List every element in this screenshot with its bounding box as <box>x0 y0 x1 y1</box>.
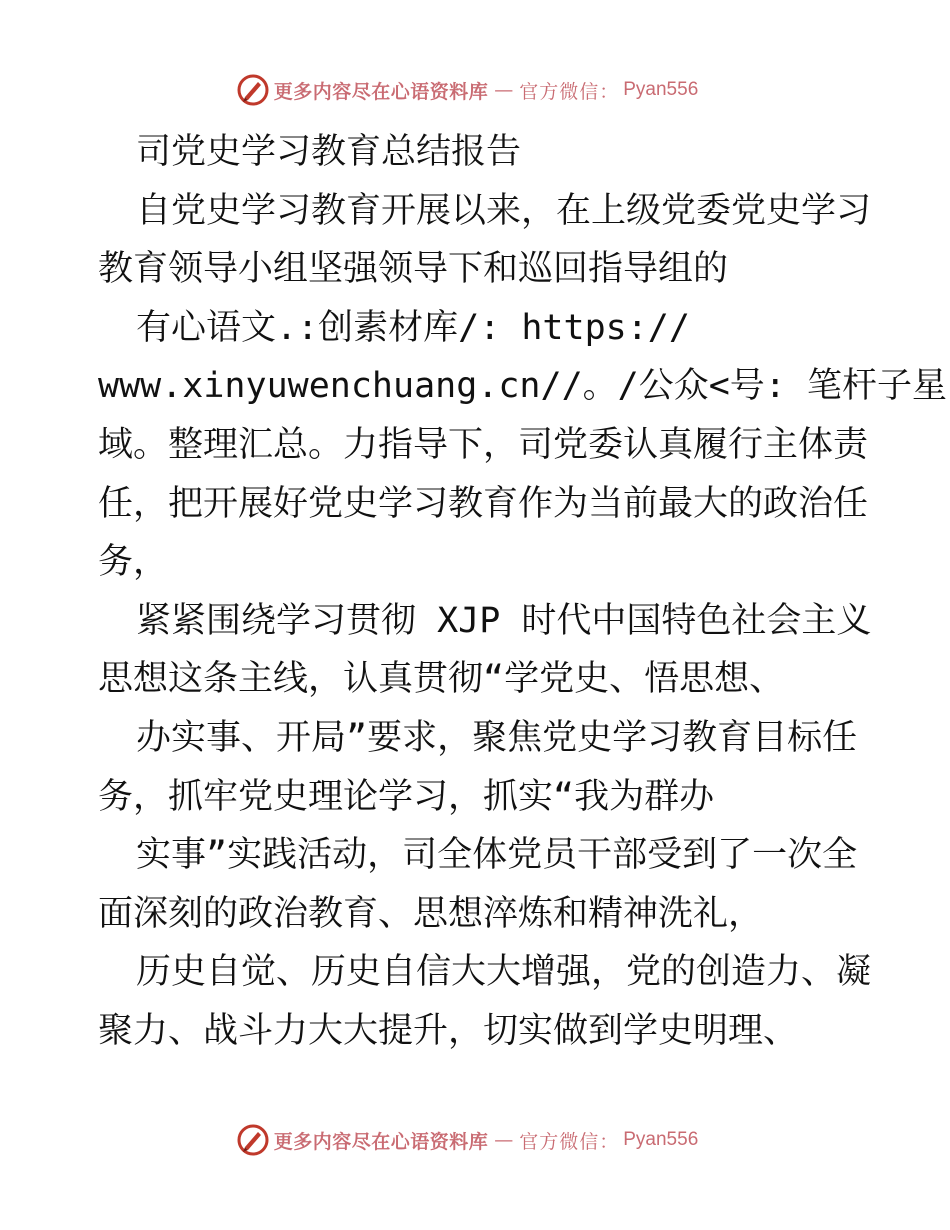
body-line: 思想这条主线，认真贯彻“学党史、悟思想、 <box>98 659 785 700</box>
watermark-dash: — <box>494 79 514 101</box>
document-title: 司党史学习教育总结报告 <box>136 132 522 172</box>
footer-watermark <box>0 1120 950 1160</box>
watermark-group <box>236 1123 699 1157</box>
watermark-wechat-label: 官方微信： <box>519 1130 620 1153</box>
watermark-group <box>236 73 699 107</box>
watermark-dash: — <box>494 1129 514 1151</box>
body-line: 任，把开展好党史学习教育作为当前最大的政治任 <box>98 483 869 524</box>
body-line: 聚力、战斗力大大提升，切实做到学史明理、 <box>98 1010 799 1051</box>
body-line: 紧紧围绕学习贯彻 XJP 时代中国特色社会主义 <box>136 600 872 641</box>
watermark-text: 更多内容尽在心语资料库 <box>273 80 489 103</box>
watermark-wechat-id: Pyan556 <box>623 79 699 100</box>
header-watermark <box>0 70 950 110</box>
body-line: 自党史学习教育开展以来，在上级党委党史学习 <box>136 190 872 231</box>
body-line: 有心语文.:创素材库/: https:// <box>136 307 690 348</box>
watermark-wechat-label: 官方微信： <box>519 80 620 103</box>
document-body <box>98 123 947 1061</box>
watermark-wechat-id: Pyan556 <box>623 1129 699 1150</box>
pen-logo-icon <box>236 73 270 107</box>
body-line: 域。整理汇总。力指导下，司党委认真履行主体责 <box>98 424 869 465</box>
body-line: 务，抓牢党史理论学习，抓实“我为群办 <box>98 776 715 817</box>
body-line: 教育领导小组坚强领导下和巡回指导组的 <box>98 249 729 290</box>
watermark-text: 更多内容尽在心语资料库 <box>273 1130 489 1153</box>
pen-logo-icon <box>236 1123 270 1157</box>
body-line: 面深刻的政治教育、思想淬炼和精神洗礼， <box>98 893 764 934</box>
body-line: www.xinyuwenchuang.cn//。/公众<号: 笔杆子星 <box>98 366 947 407</box>
body-line: 历史自觉、历史自信大大增强，党的创造力、凝 <box>136 952 872 993</box>
body-line: 实事”实践活动，司全体党员干部受到了一次全 <box>136 835 858 876</box>
body-line: 务， <box>98 542 169 583</box>
body-line: 办实事、开局”要求，聚焦党史学习教育目标任 <box>136 717 858 758</box>
